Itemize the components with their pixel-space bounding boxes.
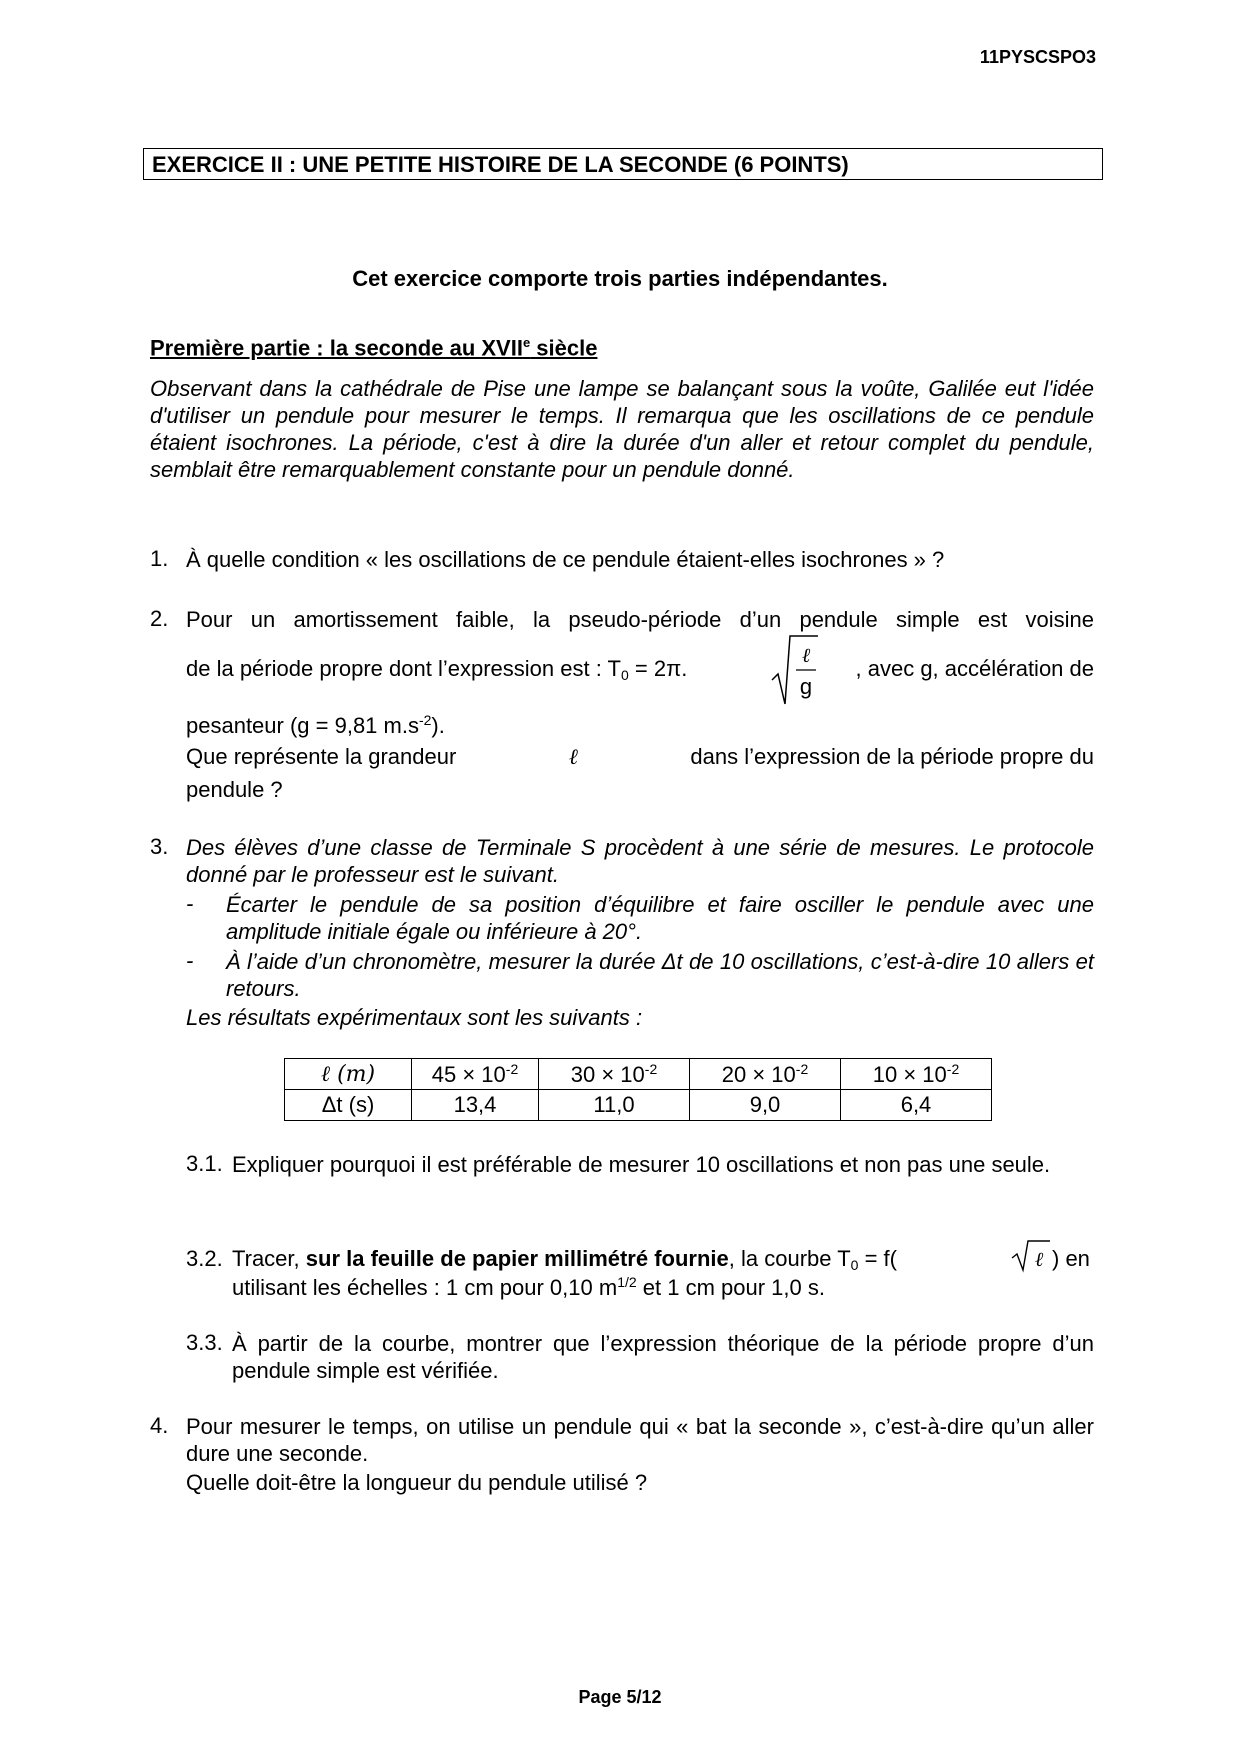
- q2-line3-exponent: -2: [418, 712, 432, 728]
- q3-1-text: Expliquer pourquoi il est préférable de mesurer 10 oscillations et non pas une seule.: [232, 1152, 1051, 1177]
- q2-line2-eq: = 2π.: [628, 656, 688, 681]
- table-header-length-text: ℓ (m): [320, 1062, 376, 1087]
- document-code: 11PYSCSPO3: [979, 47, 1096, 67]
- q3-2-line2: [232, 1274, 825, 1301]
- table-cell: 11,0: [539, 1090, 690, 1121]
- q3-item1-text: Écarter le pendule de sa position d’équilibre et faire osciller le pendule avec une amplitude initiale égale ou inférieure à 20°.: [226, 892, 1094, 944]
- results-table: [284, 1058, 992, 1121]
- part1-title: [150, 335, 597, 361]
- q3-intro: Des élèves d’une classe de Terminale S procèdent à une série de mesures. Le protocole donné par le professeur est le suivant.: [186, 835, 1094, 887]
- q2-formula-line: [186, 656, 687, 683]
- q2-line1: Pour un amortissement faible, la pseudo-période d’un pendule simple est voisine: [186, 607, 1094, 632]
- q3-2-b: , la courbe T: [728, 1246, 851, 1271]
- q3-item2-text: À l’aide d’un chronomètre, mesurer la durée Δt de 10 oscillations, c’est-à-dire 10 allers et retours.: [226, 949, 1094, 1001]
- q4-text1: Pour mesurer le temps, on utilise un pendule qui « bat la seconde », c’est-à-dire qu’un aller dure une seconde.: [186, 1414, 1094, 1466]
- part1-title-sup: e: [522, 335, 531, 350]
- table-cell: [841, 1059, 992, 1090]
- q3-2-line2-sup: 1/2: [617, 1274, 637, 1290]
- table-cell: [412, 1059, 539, 1090]
- q3-3-number: 3.3.: [186, 1330, 223, 1355]
- q3-2-line2-a: utilisant les échelles : 1 cm pour 0,10 m: [232, 1275, 618, 1300]
- q3-item1-dash: -: [186, 891, 194, 916]
- page-number: Page 5/12: [578, 1687, 662, 1707]
- sqrt-argument: ℓ: [1034, 1247, 1044, 1271]
- q2-t0-subscript: 0: [620, 667, 629, 683]
- q2-line3-start: pesanteur (g = 9,81 m.s: [186, 713, 419, 738]
- q4-number: 4.: [150, 1413, 169, 1438]
- q2-ell-symbol: ℓ: [568, 745, 578, 770]
- q3-3-text: À partir de la courbe, montrer que l’expression théorique de la période propre d’un pendule simple est vérifiée.: [232, 1331, 1094, 1383]
- table-cell-base: 30 × 10: [570, 1061, 645, 1087]
- q3-2-c: = f(: [858, 1246, 897, 1271]
- q2-line5: pendule ?: [186, 777, 283, 802]
- sqrt-sign: [1012, 1241, 1050, 1270]
- part1-title-main: Première partie : la seconde au XVII: [150, 335, 523, 361]
- fraction-denominator: g: [799, 674, 813, 699]
- q3-2-bold: sur la feuille de papier millimétré fournie: [305, 1246, 729, 1271]
- q3-results-intro: Les résultats expérimentaux sont les suivants :: [186, 1005, 643, 1030]
- part1-title-end: siècle: [530, 335, 598, 361]
- q3-2-line2-b: et 1 cm pour 1,0 s.: [636, 1275, 825, 1300]
- table-cell-exp: -2: [644, 1060, 658, 1077]
- table-cell-exp: -2: [795, 1060, 809, 1077]
- table-header-length: [285, 1059, 412, 1090]
- q3-1-number: 3.1.: [186, 1151, 223, 1176]
- q2-line4-start: Que représente la grandeur: [186, 744, 457, 769]
- q2-line3: [186, 712, 445, 739]
- q2-number: 2.: [150, 606, 169, 631]
- q1-text: À quelle condition « les oscillations de ce pendule étaient-elles isochrones » ?: [186, 547, 945, 572]
- q3-2-a: Tracer,: [232, 1246, 306, 1271]
- table-cell: [690, 1059, 841, 1090]
- part1-paragraph: Observant dans la cathédrale de Pise une lampe se balançant sous la voûte, Galilée eut l'idée d'utiliser un pendule pour mesurer le temps. Il remarqua que les oscillations de ce pendule étaient isochrones. La période, c'est à dire la durée d'un aller et retour complet du pendule, semblait être remarquablement constante pour un pendule donné.: [150, 376, 1094, 482]
- table-cell-exp: -2: [505, 1060, 519, 1077]
- q3-2-number: 3.2.: [186, 1246, 223, 1271]
- q3-2-d: ) en: [1052, 1246, 1090, 1271]
- table-cell: [539, 1059, 690, 1090]
- q3-item2-dash: -: [186, 948, 194, 973]
- q3-number: 3.: [150, 834, 169, 859]
- q3-2-subscript: 0: [850, 1257, 859, 1273]
- q1-number: 1.: [150, 546, 169, 571]
- exercise-title: EXERCICE II : UNE PETITE HISTOIRE DE LA SECONDE (6 POINTS): [143, 148, 1103, 180]
- q3-2-line1: [232, 1246, 897, 1273]
- fraction-numerator: ℓ: [801, 643, 811, 667]
- table-cell-base: 45 × 10: [431, 1061, 506, 1087]
- sqrt-ell-formula: [1010, 1238, 1052, 1274]
- table-cell: 9,0: [690, 1090, 841, 1121]
- q2-line2-end: , avec g, accélération de: [855, 656, 1094, 681]
- q2-line4: [186, 744, 1094, 770]
- q2-line4-end: dans l’expression de la période propre du: [690, 744, 1094, 769]
- exercise-intro: Cet exercice comporte trois parties indépendantes.: [352, 266, 888, 291]
- table-cell: 6,4: [841, 1090, 992, 1121]
- q2-line3-end: ).: [431, 713, 445, 738]
- sqrt-fraction-formula: [770, 630, 820, 710]
- table-cell-exp: -2: [946, 1060, 960, 1077]
- table-cell-base: 20 × 10: [721, 1061, 796, 1087]
- table-cell-base: 10 × 10: [872, 1061, 947, 1087]
- q4-text2: Quelle doit-être la longueur du pendule utilisé ?: [186, 1470, 648, 1495]
- table-row: [285, 1090, 992, 1121]
- table-cell: 13,4: [412, 1090, 539, 1121]
- table-header-duration: Δt (s): [285, 1090, 412, 1121]
- table-row: [285, 1059, 992, 1090]
- q2-line2-start: de la période propre dont l’expression est : T: [186, 656, 621, 681]
